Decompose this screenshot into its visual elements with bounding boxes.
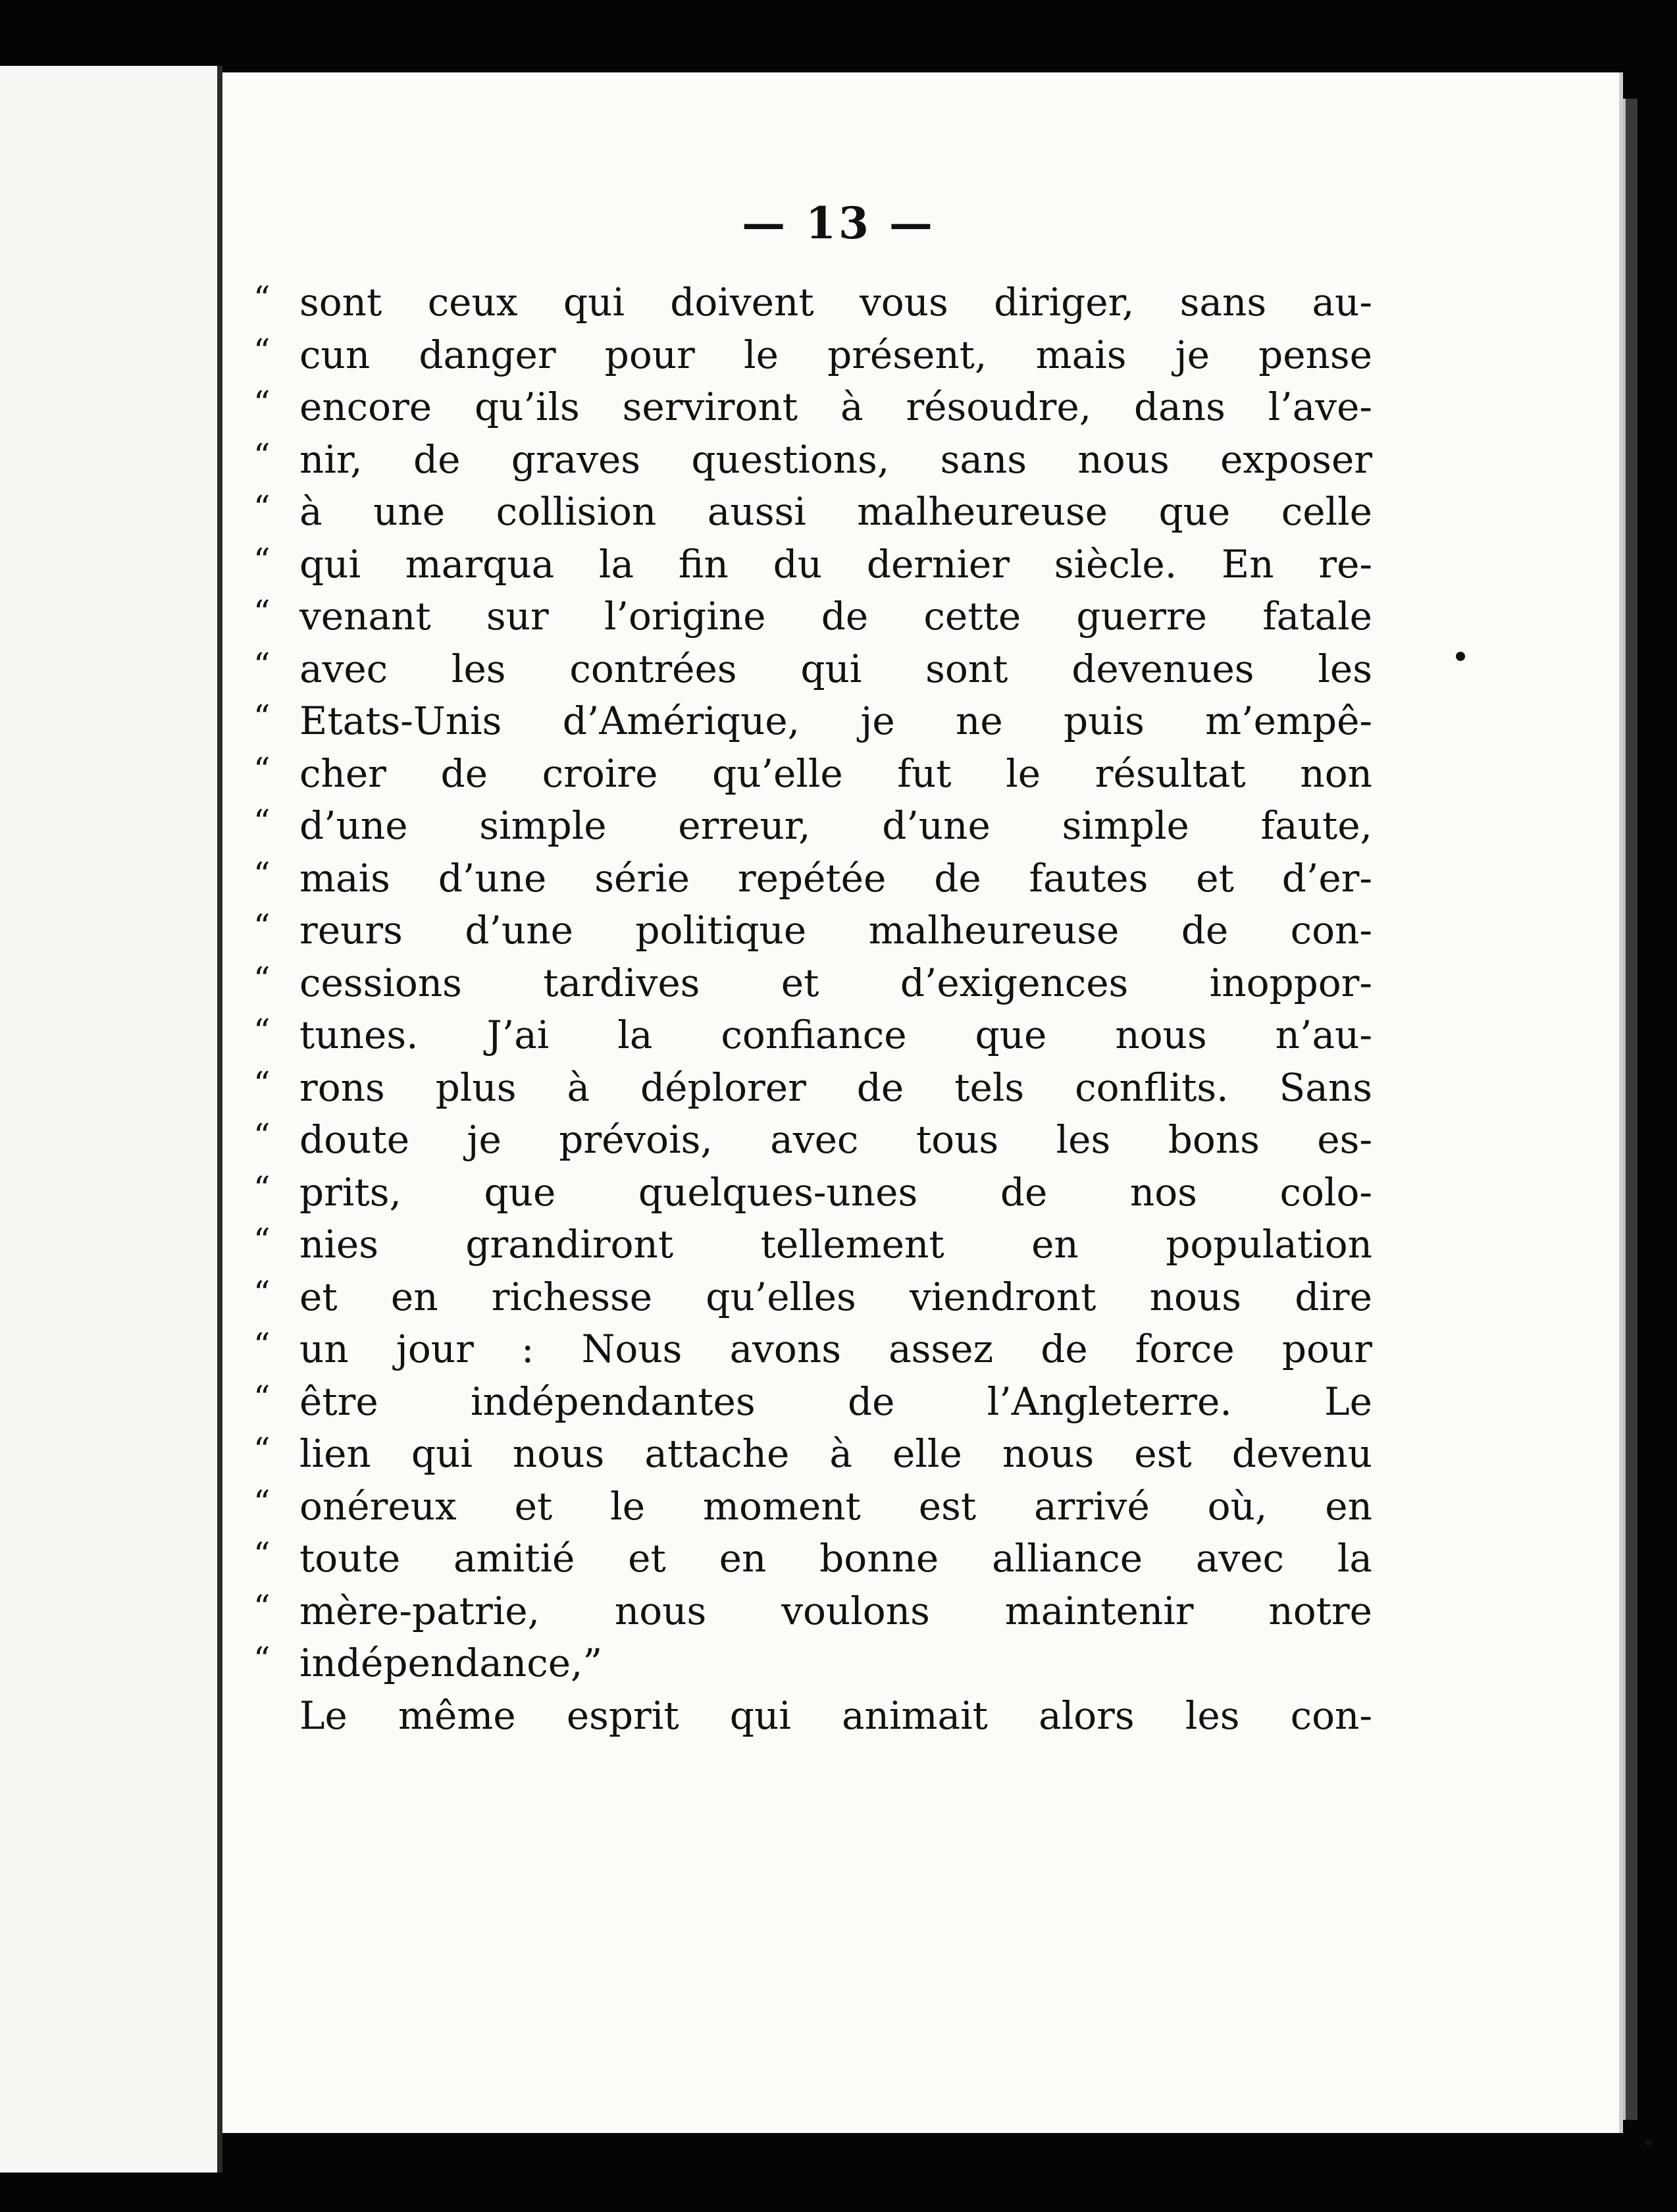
- quote-line: “ qui marqua la fin du dernier siècle. En re-: [253, 540, 1372, 587]
- ink-speck: [1456, 652, 1465, 661]
- ink-speck: [1645, 2140, 1652, 2146]
- quote-line: “ d’une simple erreur, d’une simple faute,: [253, 803, 1372, 848]
- quote-line: “ onéreux et le moment est arrivé où, en: [253, 1483, 1372, 1529]
- quote-line: “ reurs d’une politique malheureuse de con-: [253, 907, 1372, 953]
- quote-line: “ cessions tardives et d’exigences inoppor-: [253, 959, 1372, 1005]
- quote-line: “ nies grandiront tellement en population: [253, 1221, 1372, 1267]
- body-text: [253, 276, 1372, 1742]
- quote-line: “ à une collision aussi malheureuse que celle: [253, 488, 1372, 534]
- page-edge-shadow: [1623, 99, 1638, 2120]
- quote-line: “ nir, de graves questions, sans nous exposer: [253, 436, 1372, 482]
- quote-line: “ toute amitié et en bonne alliance avec la: [253, 1535, 1372, 1581]
- quote-line: “ être indépendantes de l’Angleterre. Le: [253, 1378, 1372, 1424]
- quote-line: “ tunes. J’ai la confiance que nous n’au-: [253, 1012, 1372, 1057]
- quote-line: “ venant sur l’origine de cette guerre fatale: [253, 593, 1372, 639]
- quote-line: “ prits, que quelques-unes de nos colo-: [253, 1169, 1372, 1215]
- quote-line: “ encore qu’ils serviront à résoudre, dans l’ave-: [253, 384, 1372, 429]
- quote-line: “ rons plus à déplorer de tels conflits. Sans: [253, 1064, 1372, 1110]
- quote-line: “ avec les contrées qui sont devenues les: [253, 645, 1372, 691]
- page-number: — 13 —: [742, 198, 935, 249]
- left-page-edge: [0, 66, 222, 2172]
- paragraph-start-line: Le même esprit qui animait alors les con-: [299, 1693, 1372, 1738]
- quote-line: “ doute je prévois, avec tous les bons es-: [253, 1117, 1372, 1162]
- quote-line: “ sont ceux qui doivent vous diriger, sans au-: [253, 279, 1372, 325]
- quote-line: “ un jour : Nous avons assez de force pour: [253, 1326, 1372, 1371]
- quote-line: “ cun danger pour le présent, mais je pense: [253, 331, 1372, 377]
- quote-line: “ et en richesse qu’elles viendront nous dire: [253, 1273, 1372, 1319]
- quote-line: “ cher de croire qu’elle fut le résultat non: [253, 750, 1372, 796]
- quote-line: “ Etats-Unis d’Amérique, je ne puis m’empê-: [253, 698, 1372, 743]
- quote-line: “ mère-patrie, nous voulons maintenir notre: [253, 1587, 1372, 1633]
- quote-line: “ lien qui nous attache à elle nous est devenu: [253, 1431, 1372, 1476]
- quote-line: “ indépendance,”: [253, 1640, 603, 1685]
- quote-line: “ mais d’une série repétée de fautes et d’er-: [253, 855, 1372, 901]
